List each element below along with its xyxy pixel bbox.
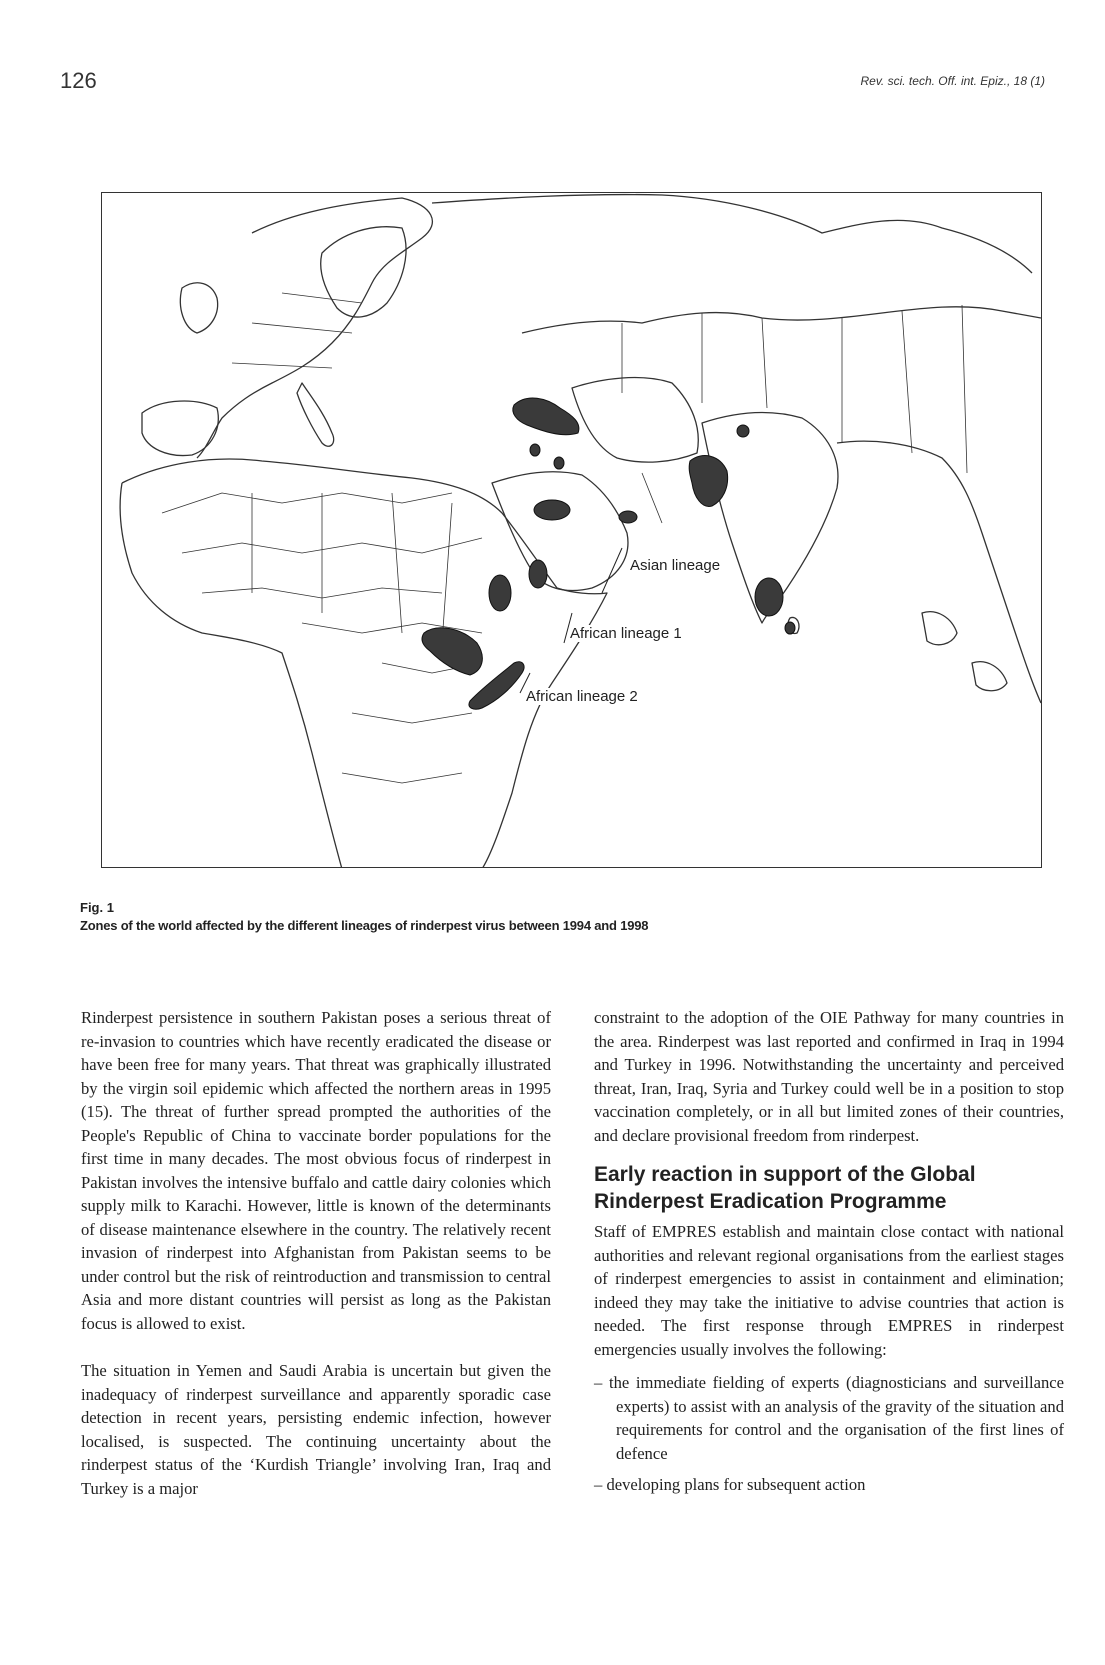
page-number: 126 bbox=[60, 68, 97, 93]
zone-ethiopia bbox=[489, 575, 511, 611]
paragraph-yemen-saudi: The situation in Yemen and Saudi Arabia is uncertain but given the inadequacy of rinderpest surveillance and apparently sporadic case detection in recent years, persisting endemic infection, however localised, is suspected. The continuing uncertainty about the rinderpest status of the ‘Kurdish Triangle’ involving Iran, Iraq and Turkey is a major bbox=[81, 1361, 551, 1498]
zone-saudi-arabia bbox=[534, 500, 570, 520]
zone-pakistan bbox=[689, 456, 727, 507]
africa-outline bbox=[120, 459, 607, 868]
country-borders bbox=[162, 293, 967, 783]
figure-map bbox=[101, 192, 1042, 868]
leader-asian bbox=[602, 548, 622, 593]
iberia-outline bbox=[142, 401, 218, 456]
zone-sudan-uganda bbox=[422, 628, 482, 675]
arabia-outline bbox=[492, 472, 628, 591]
zone-sri-lanka bbox=[785, 622, 795, 634]
world-map-svg bbox=[102, 193, 1042, 868]
left-column bbox=[81, 1006, 551, 1524]
iran-outline bbox=[572, 378, 698, 463]
central-asia-border bbox=[522, 307, 1041, 333]
figure-number: Fig. 1 bbox=[80, 900, 114, 915]
section-heading: Early reaction in support of the Global Rinderpest Eradication Programme bbox=[594, 1163, 976, 1213]
paragraph-oie-pathway: constraint to the adoption of the OIE Pathway for many countries in the area. Rinderpest was last reported and confirmed in Iraq in 1994 and Turkey in 1996. Notwithstanding the uncertainty and perceived threat, Iran, Iraq, Syria and Turkey could well be in a position to stop vaccination completely, or in all but limited zones of their countries, and declare provisional freedom from rinderpest. bbox=[594, 1008, 1064, 1145]
right-column bbox=[594, 1006, 1064, 1505]
list-item: – developing plans for subsequent action bbox=[594, 1475, 866, 1494]
scandinavia-outline bbox=[321, 227, 406, 317]
zone-yemen bbox=[529, 560, 547, 588]
southeast-asia-outline bbox=[837, 441, 1041, 703]
zone-south-india bbox=[755, 578, 783, 616]
zone-kurdish-triangle bbox=[513, 398, 579, 435]
running-head: Rev. sci. tech. Off. int. Epiz., 18 (1) bbox=[860, 74, 1045, 88]
label-asian-lineage: Asian lineage bbox=[630, 557, 721, 574]
british-isles-outline bbox=[180, 283, 217, 333]
list-item: – the immediate fielding of experts (diagnosticians and surveillance experts) to assist with an analysis of the gravity of the situation and requirements for control and the organisation of the first lines of defence bbox=[594, 1373, 1064, 1463]
sea-islands-outline bbox=[922, 612, 1007, 691]
zone-iraq-1 bbox=[530, 444, 540, 456]
zone-iraq-2 bbox=[554, 457, 564, 469]
north-asia-outline bbox=[432, 195, 1032, 273]
paragraph-empres: Staff of EMPRES establish and maintain close contact with national authorities and relevant regional organisations from the earliest stages of rinderpest emergencies to assist in containment and elimination; indeed they may take the initiative to advise countries that action is needed. The first response through EMPRES in rinderpest emergencies usually involves the following: bbox=[594, 1222, 1064, 1359]
italy-outline bbox=[297, 383, 334, 446]
europe-outline bbox=[197, 198, 432, 458]
label-african-lineage-1: African lineage 1 bbox=[570, 625, 682, 642]
zone-gulf-oman bbox=[619, 511, 637, 523]
figure-caption: Zones of the world affected by the different lineages of rinderpest virus between 1994 and 1998 bbox=[80, 918, 649, 933]
label-african-lineage-2: African lineage 2 bbox=[526, 688, 638, 705]
paragraph-pakistan: Rinderpest persistence in southern Pakistan poses a serious threat of re-invasion to countries which have recently eradicated the disease or have been free for many years. That threat was graphically illustrated by the virgin soil epidemic which affected the northern areas in 1995 (15). The threat of further spread prompted the authorities of the People's Republic of China to vaccinate border populations for the first time in many decades. The most obvious focus of rinderpest in Pakistan involves the intensive buffalo and cattle dairy colonies which supply milk to Karachi. However, little is known of the determinants of disease maintenance elsewhere in the country. The relatively recent invasion of rinderpest into Afghanistan from Pakistan seems to be under control but the risk of reintroduction and transmission to central Asia and more distant countries will persist as long as the Pakistan focus is allowed to exist. bbox=[81, 1008, 551, 1333]
zone-north-pakistan bbox=[737, 425, 749, 437]
